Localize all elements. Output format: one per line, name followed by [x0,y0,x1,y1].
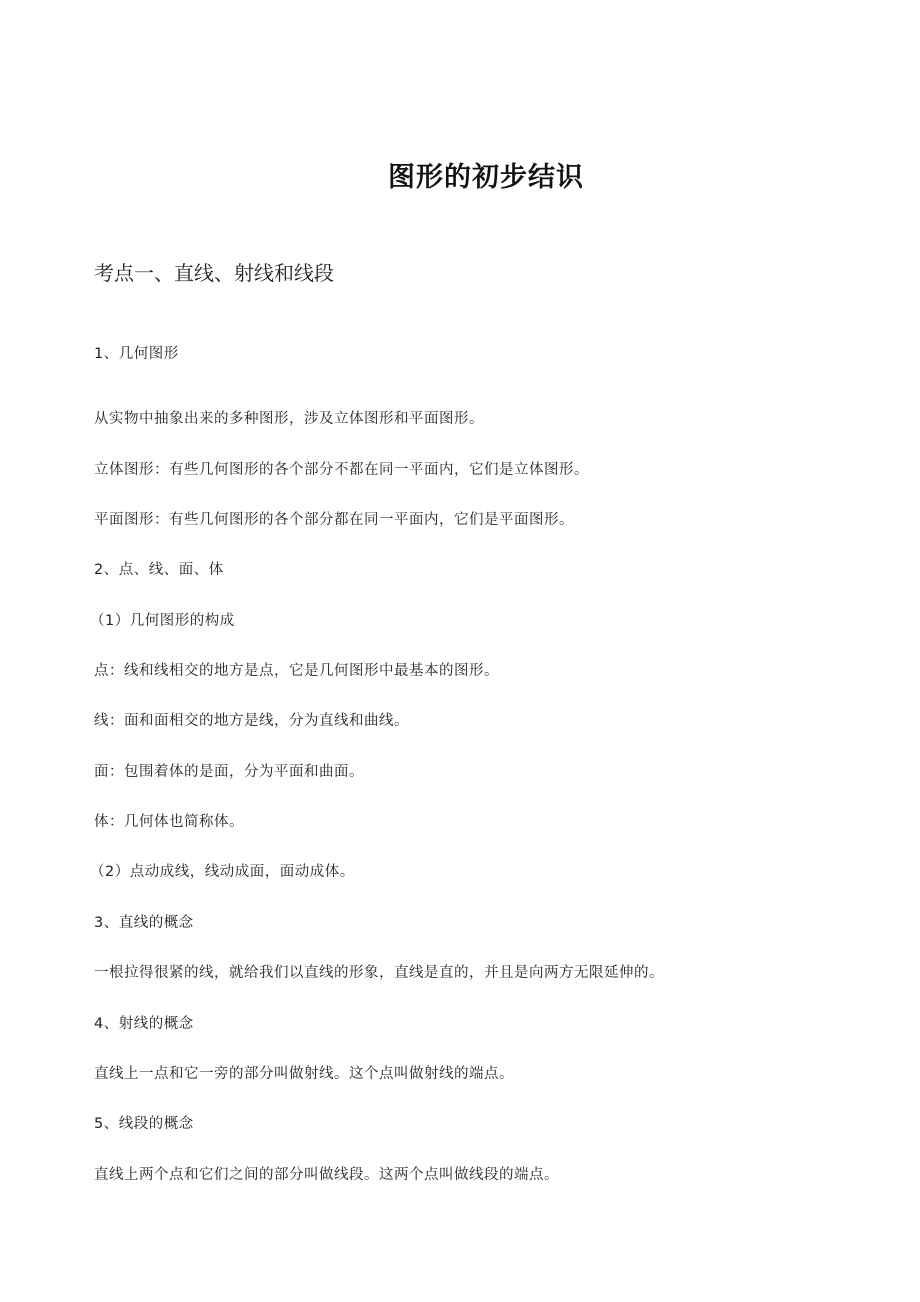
paragraph: 一根拉得很紧的线，就给我们以直线的形象，直线是直的，并且是向两方无限延伸的。 [94,965,664,981]
section-heading: 考点一、直线、射线和线段 [94,261,334,285]
paragraph: 体：几何体也简称体。 [94,814,244,830]
paragraph: 点：线和线相交的地方是点，它是几何图形中最基本的图形。 [94,663,499,679]
paragraph: 从实物中抽象出来的多种图形，涉及立体图形和平面图形。 [94,411,484,427]
paragraph: 平面图形：有些几何图形的各个部分都在同一平面内，它们是平面图形。 [94,512,574,528]
subheading-point-line-surface-solid: 2、点、线、面、体 [94,562,224,578]
document-title: 图形的初步结识 [388,162,584,193]
sub-subheading: （1）几何图形的构成 [90,613,235,629]
subheading-line-concept: 3、直线的概念 [94,915,194,931]
subheading-ray-concept: 4、射线的概念 [94,1016,194,1032]
paragraph: 直线上一点和它一旁的部分叫做射线。这个点叫做射线的端点。 [94,1066,514,1082]
subheading-segment-concept: 5、线段的概念 [94,1116,194,1132]
paragraph: 线：面和面相交的地方是线，分为直线和曲线。 [94,713,409,729]
subheading-geometric-figures: 1、几何图形 [94,346,179,362]
sub-subheading: （2）点动成线，线动成面，面动成体。 [90,864,355,880]
paragraph: 立体图形：有些几何图形的各个部分不都在同一平面内，它们是立体图形。 [94,462,589,478]
paragraph: 直线上两个点和它们之间的部分叫做线段。这两个点叫做线段的端点。 [94,1167,559,1183]
paragraph: 面：包围着体的是面，分为平面和曲面。 [94,764,364,780]
